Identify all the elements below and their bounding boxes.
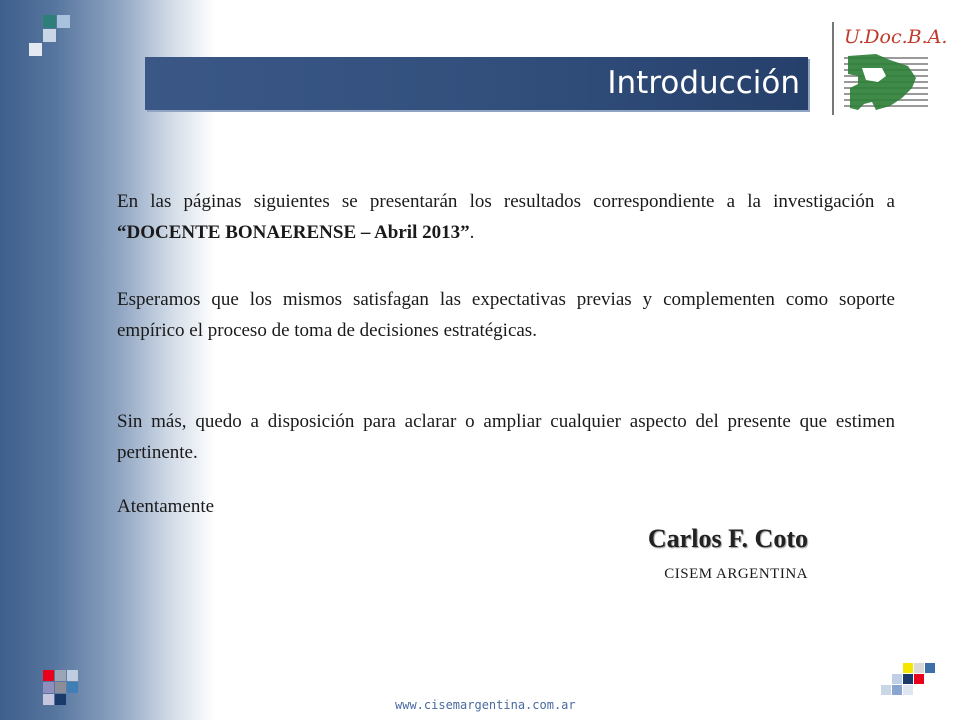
signature-name: Carlos F. Coto [647,524,808,553]
udocba-logo [832,22,948,115]
research-title: “DOCENTE BONAERENSE – Abril 2013” [117,222,470,243]
availability-paragraph: Sin más, quedo a disposición para aclarar o ampliar cualquier aspecto del presente que estimen pertinente. [117,411,895,463]
footer-url[interactable]: www.cisemargentina.com.ar [395,698,576,712]
signature-organization: CISEM ARGENTINA [664,566,808,582]
page-title: Introducción [607,65,800,101]
closing-word: Atentamente [117,496,215,517]
intro-paragraph: En las páginas siguientes se presentarán los resultados correspondiente a la investigación a “DOCENTE BONAERENSE – Abril 2013”. [117,191,895,243]
logo-text: U.Doc.B.A. [844,26,948,48]
title-bar [145,57,808,110]
logo-map-graphic [832,22,930,115]
expectations-paragraph: Esperamos que los mismos satisfagan las expectativas previas y complementen como soporte empírico el proceso de toma de decisiones estratégicas. [117,289,895,341]
